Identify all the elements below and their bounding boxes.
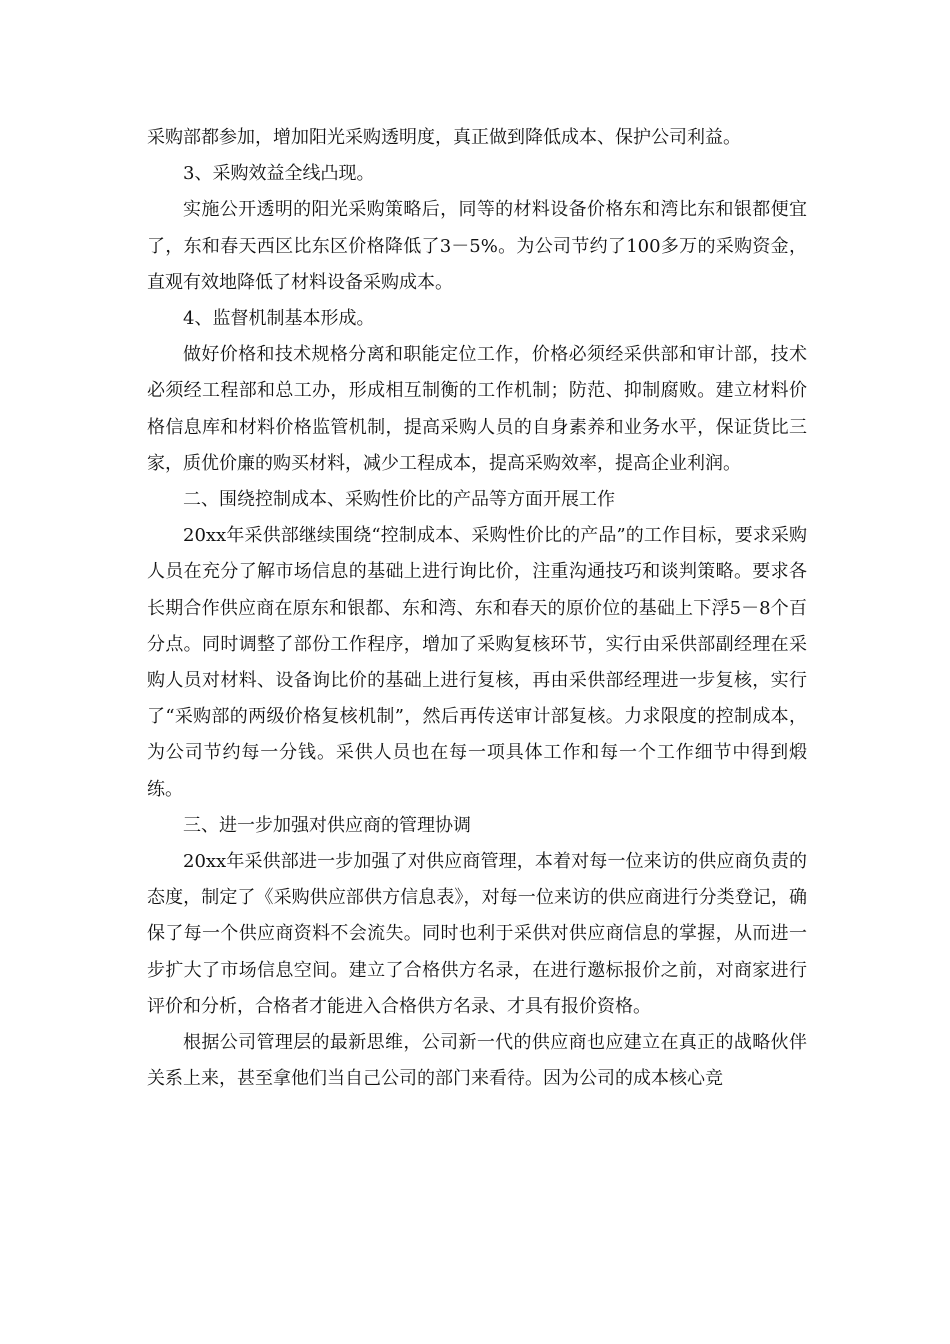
paragraph-continuation: 采购部都参加，增加阳光采购透明度，真正做到降低成本、保护公司利益。 [147,127,741,148]
paragraph-supervision-mechanism: 做好价格和技术规格分离和职能定位工作，价格必须经采供部和审计部，技术必须经工程部和总工办，形成相互制衡的工作机制；防范、抑制腐败。建立材料价格信息库和材料价格监管机制，提高采购人员的自身素养和业务水平，保证货比三家，质优价廉的购买材料，减少工程成本，提高采购效率，提高企业利润。 [147,344,807,474]
paragraph-procurement-benefits: 实施公开透明的阳光采购策略后，同等的材料设备价格东和湾比东和银都便宜了，东和春天西区比东区价格降低了3－5%。为公司节约了100多万的采购资金，直观有效地降低了材料设备采购成本。 [147,199,807,293]
section-heading-two: 二、围绕控制成本、采购性价比的产品等方面开展工作 [183,489,615,511]
section-heading-three: 三、进一步加强对供应商的管理协调 [183,814,471,836]
document-body [147,120,807,1097]
section-heading-4: 4、监督机制基本形成。 [183,308,375,330]
paragraph-strategic-partnership: 根据公司管理层的最新思维，公司新一代的供应商也应建立在真正的战略伙伴关系上来，甚至拿他们当自己公司的部门来看待。因为公司的成本核心竞 [147,1032,807,1090]
section-heading-3: 3、采购效益全线凸现。 [183,163,375,185]
paragraph-supplier-management: 20xx年采供部进一步加强了对供应商管理，本着对每一位来访的供应商负责的态度，制定了《采购供应部供方信息表》，对每一位来访的供应商进行分类登记，确保了每一个供应商资料不会流失。同时也利于采供对供应商信息的掌握，从而进一步扩大了市场信息空间。建立了合格供方名录，在进行邀标报价之前，对商家进行评价和分析，合格者才能进入合格供方名录、才具有报价资格。 [147,851,807,1017]
paragraph-cost-control: 20xx年采供部继续围绕“控制成本、采购性价比的产品”的工作目标，要求采购人员在充分了解市场信息的基础上进行询比价，注重沟通技巧和谈判策略。要求各长期合作供应商在原东和银都、东和湾、东和春天的原价位的基础上下浮5－8个百分点。同时调整了部份工作程序，增加了采购复核环节，实行由采供部副经理在采购人员对材料、设备询比价的基础上进行复核，再由采供部经理进一步复核，实行了“采购部的两级价格复核机制”，然后再传送审计部复核。力求限度的控制成本，为公司节约每一分钱。采供人员也在每一项具体工作和每一个工作细节中得到煅练。 [147,525,807,800]
